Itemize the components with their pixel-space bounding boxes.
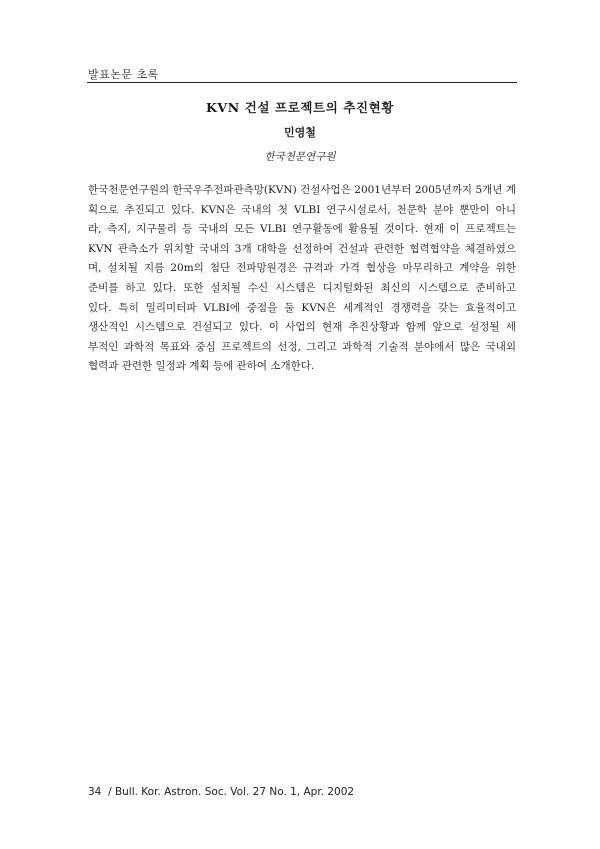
abstract-line: 생산적인 시스템으로 건설되고 있다. 이 사업의 현재 추진상황과 함께 앞으로 설정될 세 [88,321,516,334]
journal-citation: / Bull. Kor. Astron. Soc. Vol. 27 No. 1, Apr. 2002 [108,786,355,798]
abstract-line: 라, 측지, 지구물리 등 국내의 모든 VLBI 연구활동에 활용될 것이다. 현재 이 프로젝트는 [88,223,516,236]
paper-title: KVN 건설 프로젝트의 추진현황 [205,100,395,115]
page-number: 34 [88,786,102,798]
paper-affiliation: 한국천문연구원 [264,151,336,163]
section-label: 발표논문 초록 [88,68,159,81]
abstract-line: KVN 관측소가 위치할 국내의 3개 대학을 선정하여 건설과 관련한 협력협약을 체결하였으 [88,242,516,255]
abstract-line: 며, 설치될 지름 20m의 첨단 전파망원경은 규격과 가격 협상을 마무리하고 계약을 위한 [88,262,516,275]
abstract-line: 획으로 추진되고 있다. KVN은 국내의 첫 VLBI 연구시설로서, 천문학 분야 뿐만이 아니 [88,203,516,216]
abstract-line: 협력과 관련한 일정과 계획 등에 관하여 소개한다. [88,360,315,373]
header-rule [87,82,517,83]
abstract-line: 있다. 특히 밀리미터파 VLBI에 중점을 둘 KVN은 세계적인 경쟁력을 갖는 효율적이고 [88,301,516,314]
paper-author: 민영철 [284,126,316,139]
abstract-line: 부적인 과학적 목표와 중심 프로젝트의 선정, 그리고 과학적 기술적 분야에서 많은 국내외 [88,340,516,353]
page-footer [88,786,354,798]
abstract-line: 준비를 하고 있다. 또한 설치될 수신 시스템은 디지털화된 최신의 시스템으로 준비하고 [88,281,516,294]
abstract-body [88,181,516,377]
abstract-line: 한국천문연구원의 한국우주전파관측망(KVN) 건설사업은 2001년부터 2005년까지 5개년 계 [88,184,516,196]
